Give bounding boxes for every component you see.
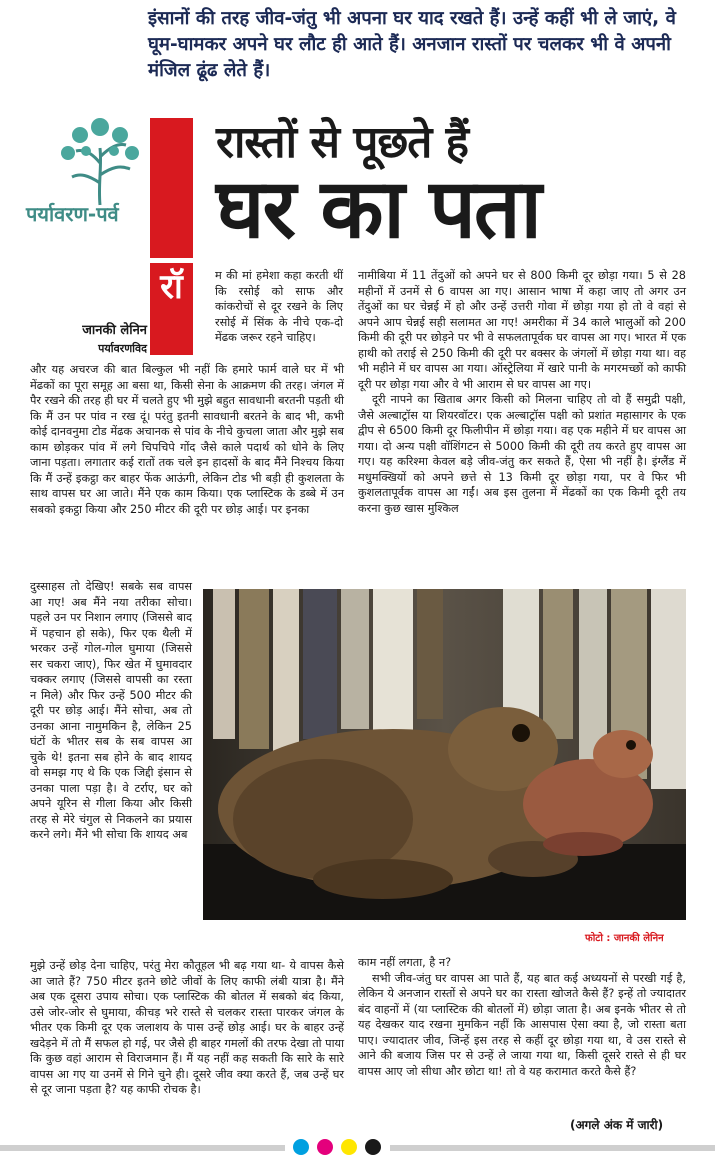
headline-accent-bar <box>150 118 193 258</box>
footer-rule-left <box>0 1145 285 1151</box>
article-paragraph-2: और यह अचरज की बात बिल्कुल भी नहीं कि हमारे फार्म वाले घर में भी मेंढकों का पूरा समूह आ बसा था, किसी सेना के आक्रमण की तरह। जंगल में पैर रखने की तरह ही घर में चलते हुए भी मुझे बहुत सावधानी बरतनी पड़ती थी कि मैं उन पर पांव न रख दूं। परंतु इतनी सावधानी बरतने के बाद भी, कभी कोई दानवनुमा टोड मेंढक अचानक से पांव के नीचे कुचला जाता और मुझे सब काम छोड़कर पांव में लगे चिपचिपे गोंद जैसे काले पदार्थ को धोने के लिए जाना पड़ता। लगातार कई रातों तक चले इन हादसों के बाद मैंने निश्चय किया कि मैं उन्हें इकट्ठा कर बाहर फेंक आऊंगी, लेकिन टोड भी बड़ी ही कुशलता के साथ वापस घर आ जाते। मैंने एक काम किया। एक प्लास्टिक के डब्बे में उन सबको इकट्ठा किया और 250 मीटर की दूरी पर छोड़ आई। पर इनका <box>30 363 344 516</box>
yellow-registration-dot <box>341 1139 357 1155</box>
author-name: जानकी लेनिन <box>82 323 147 338</box>
section-label: पर्यावरण-पर्व <box>26 202 119 226</box>
photo-credit: फोटो : जानकी लेनिन <box>585 933 664 944</box>
cyan-registration-dot <box>293 1139 309 1155</box>
headline-line-1: रास्तों से पूछते हैं <box>216 117 468 168</box>
continued-note: (अगले अंक में जारी) <box>570 1118 664 1132</box>
column-2-top <box>358 268 686 516</box>
toad-photo <box>203 589 686 920</box>
black-registration-dot <box>365 1139 381 1155</box>
column-2-bottom <box>358 955 686 1079</box>
article-paragraph-8: सभी जीव-जंतु घर वापस आ पाते हैं, यह बात कई अध्ययनों से परखी गई है, लेकिन ये अनजान रास्तों से अपने घर का रास्ता खोजते कैसे हैं? इन्हें तो ज्यादातर बंद वाहनों में (या प्लास्टिक की बोतलों में) छोड़ा जाता है। अब इनके भीतर से तो यह देखकर याद रखना मुमकिन नहीं कि आसपास ऐसा क्या है, जो रास्ता बता पाए। ज्यादातर जीव, जिन्हें इस तरह से कहीं दूर छोड़ा गया था, वे उस रास्ते से आने की बजाय जिस पर से उन्हें ले जाया गया था, किसी दूसरे रास्ते से ही घर वापस आए जो सीधा और छोटा था! तो वे यह करामात करते कैसे हैं? <box>358 971 686 1078</box>
article-paragraph-3: दुस्साहस तो देखिए! सबके सब वापस आ गए! अब मैंने नया तरीका सोचा। पहले उन पर निशान लगाए (जिससे बाद में पहचान हो सके), फिर एक थैली में भरकर उन्हें गोल-गोल घुमाया (जिससे सर चकरा जाए), फिर खेत में घुमावदार चक्कर लगाए (जिससे वापसी का रस्ता न मिले) और फिर उन्हें 500 मीटर की दूरी पर छोड़ आई। मैंने सोचा, अब तो उनका आना नामुमकिन है, लेकिन 25 घंटों के भीतर सब के सब वापस आ चुके थे! इतना सब होने के बाद शायद वो समझ गए थे कि एक जिद्दी इंसान से उनका पाला पड़ा है। वे टर्राए, घर को अपने यूरिन से गीला किया और किसी तरह से मेरे चंगुल से निकलने का प्रयास करने लगे। मैंने भी सोचा कि शायद अब <box>30 580 192 841</box>
article-paragraph-6: दूरी नापने का खिताब अगर किसी को मिलना चाहिए तो वो हैं समुद्री पक्षी, जैसे अल्बाट्रॉस या शियरवॉटर। एक अल्बाट्रॉस पक्षी को प्रशांत महासागर के एक द्वीप से 6500 किमी दूर फिलीपीन में छोड़ा गया। वह एक महीने में घर वापस आ गया। दो अन्य पक्षी वॉशिंगटन से 5000 किमी की दूरी तय करते हुए वापस आ गए। यह करिश्मा केवल बड़े जीव-जंतु कर सकते हैं, ऐसा भी नहीं है। इंग्लैंड में मधुमक्खियों को अपने छत्ते से 13 किमी दूर छोड़ा गया, पर वे फिर भी कुशलतापूर्वक वापस आ गईं। अब इस तुलना में मेंढकों का एक किमी दूरी तय करना कुछ खास मुश्किल <box>358 393 686 515</box>
toad-illustration <box>203 589 686 920</box>
footer-rule-right <box>390 1145 715 1151</box>
article-paragraph-5: नामीबिया में 11 तेंदुओं को अपने घर से 800 किमी दूर छोड़ा गया। 5 से 28 महीनों में उनमें से 6 वापस आ गए। आसान भाषा में कहा जाए तो अगर उन तेंदुओं का घर चेन्नई में हो और उन्हें उत्तरी गोवा में छोड़ा गया हो तो वे वहां से अपने आप चेन्नई सही सलामत आ गए! अमरीका में 34 काले भालुओं को 200 किमी की दूरी पर छोड़ने पर भी वे सफलतापूर्वक घर वापस आ गए। भारत में एक हाथी को तराई से 250 किमी की दूरी पर बक्सर के जंगलों में छोड़ा गया था। वह भी महीने में घर वापस आ गया। ऑस्ट्रेलिया में खारे पानी के मगरमच्छों को काफी दूरी पर छोड़ा गया और वे भी आराम से घर वापस आ गए। <box>358 269 686 391</box>
intro-deck: इंसानों की तरह जीव-जंतु भी अपना घर याद रखते हैं। उन्हें कहीं भी ले जाएं, वे घूम-घामकर अपने घर लौट ही आते हैं। अनजान रास्तों पर चलकर भी वे अपनी मंजिल ढूंढ लेते हैं। <box>148 8 676 81</box>
headline-line-2: घर का पता <box>216 162 540 257</box>
drop-cap: रॉ <box>150 263 193 355</box>
article-paragraph-1: म की मां हमेशा कहा करती थीं कि रसोई को साफ और कांकरोचों से दूर रखने के लिए रसोई में सिंक के नीचे एक-दो मेंढक जरूर रहने चाहिए। <box>215 269 343 344</box>
magenta-registration-dot <box>317 1139 333 1155</box>
article-paragraph-7: काम नहीं लगता, है न? <box>358 956 452 969</box>
author-role: पर्यावरणविद <box>98 342 147 355</box>
tree-logo-icon <box>50 113 150 208</box>
article-paragraph-4: मुझे उन्हें छोड़ देना चाहिए, परंतु मेरा कौतूहल भी बढ़ गया था- ये वापस कैसे आ जाते हैं? 750 मीटर इतने छोटे जीवों के लिए काफी लंबी यात्रा है। मैंने अब एक दूसरा उपाय सोचा। एक प्लास्टिक की बोतल में सबको बंद किया, उसे जोर-जोर से घुमाया, कीचड़ भरे रास्ते से चलकर रास्ता पारकर जंगल के भीतर एक किमी दूर एक जलाशय के पास उन्हें छोड़ आई। घर के बाहर उन्हें खदेड़ने में तो मैं सफल हो गई, पर जैसे ही बाहर गमलों की तरफ देखा तो पाया कि कुछ वहां आराम से विराजमान हैं। मैं यह नहीं कह सकती कि सारे के सारे वापस आ गए या उनमें से गिने चुने ही। दूसरे जीव क्या करते हैं, जब उन्हें घर से दूर जाना पड़ता है? यह काफी रोचक है। <box>30 959 344 1096</box>
